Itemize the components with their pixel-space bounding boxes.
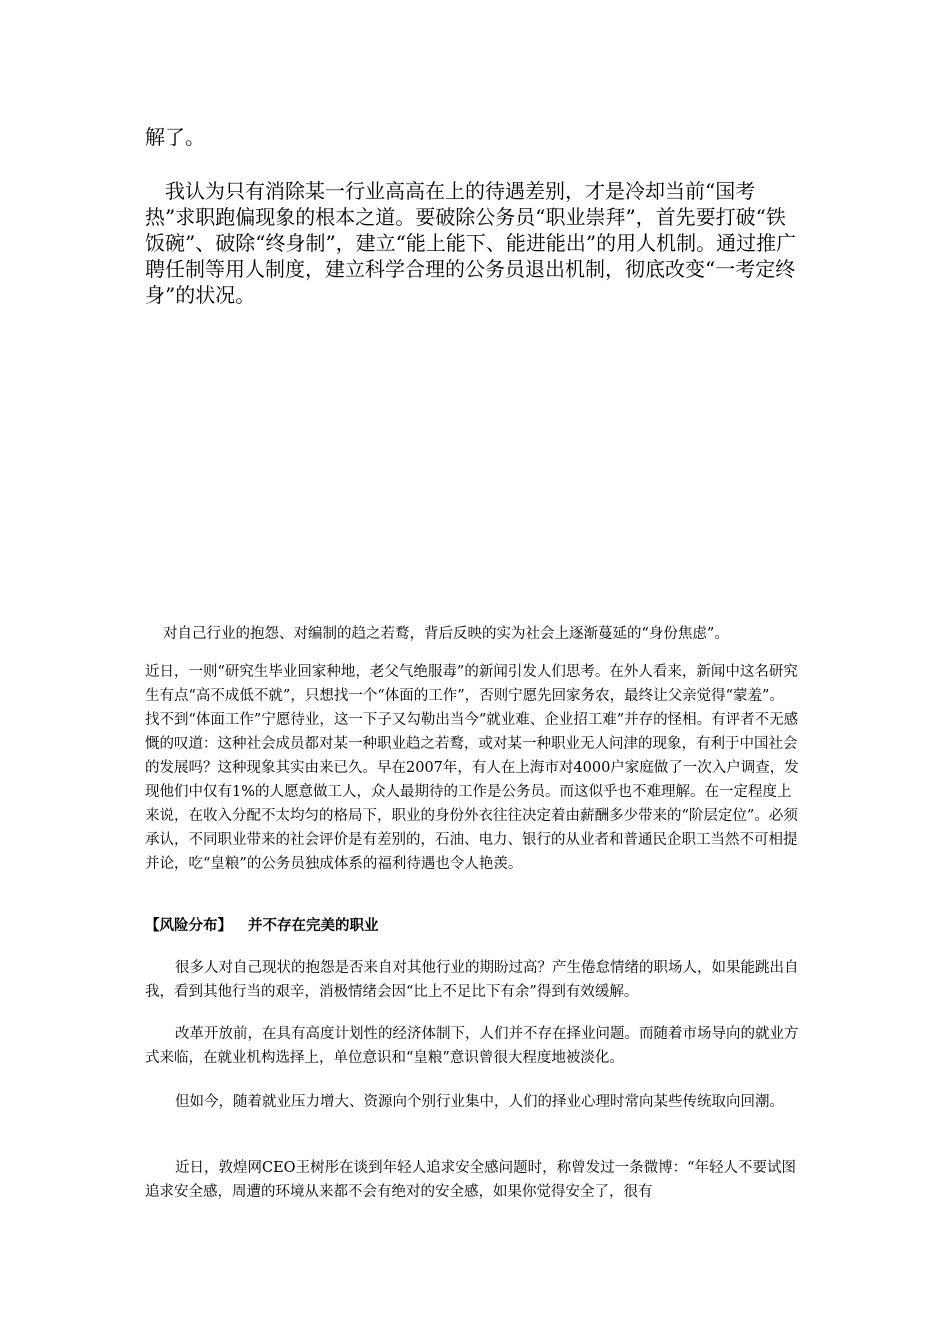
intro-fragment: 解了。 [145, 125, 205, 149]
body-paragraph: 很多人对自己现状的抱怨是否来自对其他行业的期盼过高？产生倦怠情绪的职场人，如果能跳出自我，看到其他行当的艰辛，消极情绪会因“比上不足比下有余”得到有效缓解。 [145, 960, 799, 1000]
body-paragraph: 近日，敦煌网CEO王树彤在谈到年轻人追求安全感问题时，称曾发过一条微博：“年轻人不要试图追求安全感，周遭的环境从来都不会有绝对的安全感，如果你觉得安全了，很有 [145, 1160, 796, 1200]
opinion-paragraph: 我认为只有消除某一行业高高在上的待遇差别，才是冷却当前“国考热”求职跑偏现象的根本之道。要破除公务员“职业崇拜”，首先要打破“铁饭碗”、破除“终身制”，建立“能上能下、能进能出”的用人机制。通过推广聘任制等用人制度，建立科学合理的公务员退出机制，彻底改变“一考定终身”的状况。 [145, 179, 797, 307]
body-paragraph: 但如今，随着就业压力增大、资源向个别行业集中，人们的择业心理时常向某些传统取向回潮。 [175, 1094, 784, 1110]
image-caption: 对自己行业的抱怨、对编制的趋之若鹜，背后反映的实为社会上逐渐蔓延的“身份焦虑”。 [163, 626, 729, 642]
body-paragraph: 改革开放前，在具有高度计划性的经济体制下，人们并不存在择业问题。而随着市场导向的就业方式来临，在就业机构选择上，单位意识和“皇粮”意识曾很大程度地被淡化。 [145, 1026, 799, 1066]
news-paragraph: 近日，一则“研究生毕业回家种地，老父气绝服毒”的新闻引发人们思考。在外人看来，新闻中这名研究生有点“高不成低不就”，只想找一个“体面的工作”，否则宁愿先回家务农，最终让父亲觉得“蒙羞”。 找不到“体面工作”宁愿待业，这一下子又勾勒出当今“就业难、企业招工难”并存的怪相。有评者不无感慨的叹道：这种社会成员都对某一种职业趋之若鹜，或对某一种职业无人问津的现象，有利于中国社会的发展吗？这种现象其实由来已久。早在2007年，有人在上海市对4000户家庭做了一次入户调查，发现他们中仅有1%的人愿意做工人，众人最期待的工作是公务员。而这似乎也不难理解。在一定程度上来说，在收入分配不太均匀的格局下，职业的身份外衣往往决定着由薪酬多少带来的“阶层定位”。必须承认，不同职业带来的社会评价是有差别的，石油、电力、银行的从业者和普通民企职工当然不可相提并论，吃“皇粮”的公务员独成体系的福利待遇也令人艳羡。 [145, 664, 806, 872]
section-tag: 【风险分布】 [145, 917, 232, 934]
section-title: 并不存在完美的职业 [248, 917, 379, 934]
section-heading [145, 914, 805, 938]
